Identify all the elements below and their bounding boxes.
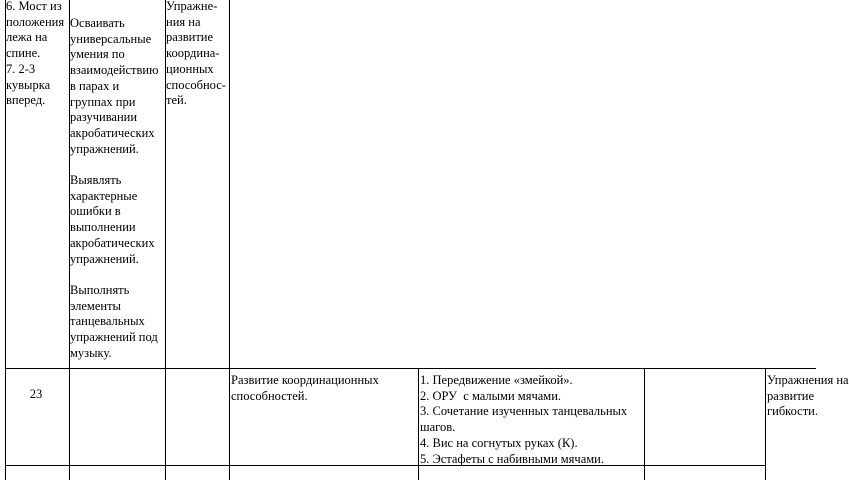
lesson-number: 23 <box>29 387 43 401</box>
topic-line: способностей. <box>231 388 308 403</box>
col2-line: группах при <box>70 94 136 109</box>
col2-line: упражнений. <box>70 251 139 266</box>
col3-line: тей. <box>166 93 187 108</box>
col1-line: спине. <box>6 46 41 61</box>
homework-line: развитие <box>767 388 815 403</box>
skills-col1-text <box>6 0 64 109</box>
col1-line: кувырка <box>6 77 51 92</box>
activity-col2-text <box>70 16 158 361</box>
homework-text <box>767 373 849 420</box>
table-border-col5 <box>644 368 645 480</box>
col2-line: музыку. <box>70 345 112 360</box>
col2-line: умения по <box>70 47 125 62</box>
table-border-col6 <box>765 368 766 480</box>
homework-line: Упражнения на <box>767 373 849 387</box>
col2-line: танцевальных <box>70 314 145 329</box>
col3-line: Упражне- <box>166 0 218 13</box>
col1-line: лежа на <box>6 30 48 45</box>
col1-line: 7. 2-3 <box>6 61 36 76</box>
col2-line: Выполнять <box>70 282 130 297</box>
col2-line: элементы <box>70 298 121 313</box>
table-border-col3 <box>229 0 230 480</box>
content-line: 1. Передвижение «змейкой». <box>420 373 573 387</box>
col2-line: Выявлять <box>70 173 122 188</box>
row-separator-bottom <box>5 465 765 466</box>
col2-line: акробатических <box>70 235 155 250</box>
col1-line: 6. Мост из <box>6 0 62 13</box>
col3-line: ционных <box>166 61 214 76</box>
lesson-topic <box>231 373 379 404</box>
col1-line: вперед. <box>6 93 46 108</box>
content-line: 2. ОРУ с малыми мячами. <box>420 388 562 403</box>
content-line: 5. Эстафеты с набивными мячами. <box>420 451 604 466</box>
row-separator-top <box>5 368 816 369</box>
col2-line: упражнений под <box>70 330 158 345</box>
col2-line: в парах и <box>70 78 120 93</box>
col3-line: способнос- <box>166 77 226 92</box>
lesson-content <box>420 373 627 467</box>
content-line: 3. Сочетание изученных танцевальных <box>420 404 628 419</box>
col2-line: универсальные <box>70 31 152 46</box>
exercise-col3-text <box>166 0 226 109</box>
col2-line: ошибки в <box>70 204 121 219</box>
col3-line: координа- <box>166 46 220 61</box>
col2-line: выполнении <box>70 220 136 235</box>
content-line: шагов. <box>420 420 456 435</box>
col2-line: взаимодействию <box>70 63 159 78</box>
col2-line: упражнений. <box>70 141 139 156</box>
col2-line: Осваивать <box>70 16 125 30</box>
table-border-col4 <box>418 368 419 480</box>
col2-line: характерные <box>70 188 138 203</box>
topic-line: Развитие координационных <box>231 373 379 387</box>
col2-line: акробатических <box>70 125 155 140</box>
col3-line: ния на <box>166 14 201 29</box>
content-line: 4. Вис на согнутых руках (К). <box>420 435 578 450</box>
col1-line: положения <box>6 14 65 29</box>
homework-line: гибкости. <box>767 404 819 419</box>
col3-line: развитие <box>166 30 214 45</box>
col2-line: разучивании <box>70 110 138 125</box>
